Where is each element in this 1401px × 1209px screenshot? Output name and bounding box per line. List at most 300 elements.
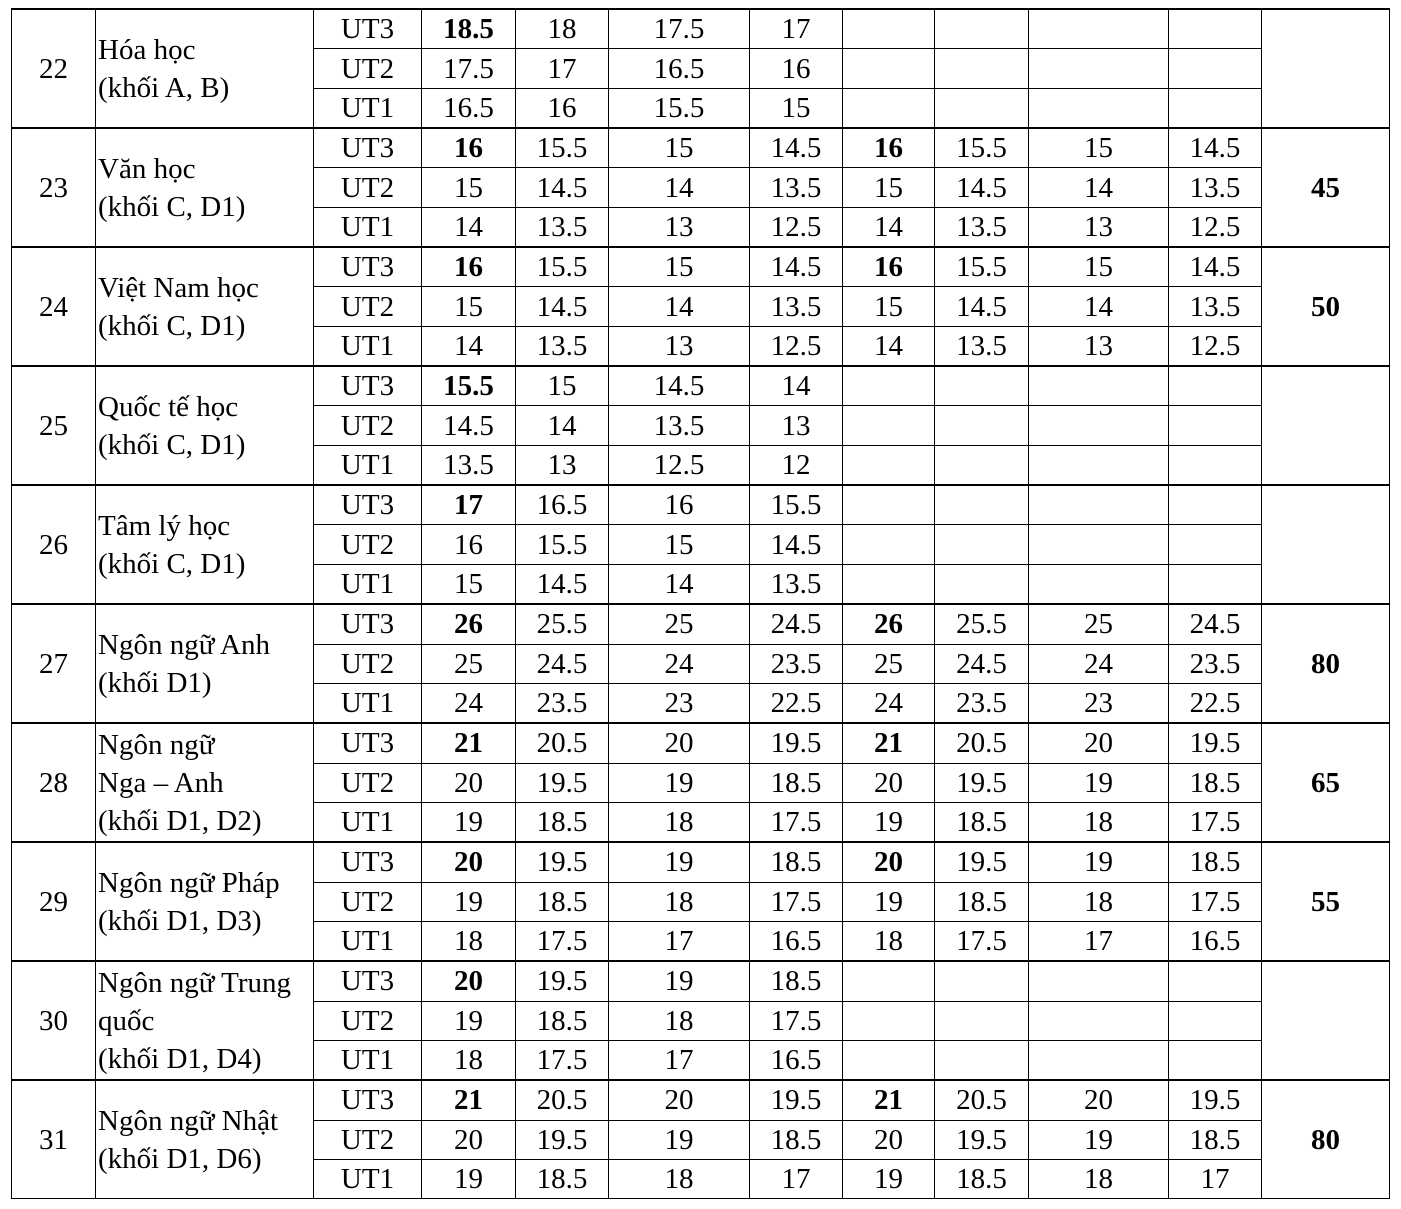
score-cell: 19 bbox=[1029, 763, 1169, 802]
score-cell: 18.5 bbox=[935, 1159, 1029, 1198]
score-cell: 12.5 bbox=[1169, 207, 1262, 247]
priority-level: UT3 bbox=[314, 604, 422, 644]
score-cell: 14.5 bbox=[935, 168, 1029, 207]
score-cell: 15 bbox=[609, 247, 750, 287]
score-cell: 12.5 bbox=[750, 326, 843, 366]
score-cell bbox=[935, 564, 1029, 604]
score-cell bbox=[843, 445, 935, 485]
score-cell: 18.5 bbox=[516, 1159, 609, 1198]
score-cell: 16 bbox=[422, 525, 516, 564]
quota-cell: 45 bbox=[1262, 128, 1390, 247]
major-name-line: Ngôn ngữ bbox=[98, 728, 215, 761]
score-cell bbox=[1169, 961, 1262, 1001]
quota-cell: 65 bbox=[1262, 723, 1390, 842]
major-name-line: Văn học bbox=[98, 152, 196, 185]
priority-level: UT2 bbox=[314, 1120, 422, 1159]
score-cell bbox=[1169, 564, 1262, 604]
priority-level: UT1 bbox=[314, 207, 422, 247]
row-number: 22 bbox=[12, 9, 96, 128]
priority-level: UT3 bbox=[314, 485, 422, 525]
score-cell: 19.5 bbox=[935, 842, 1029, 882]
score-cell: 19 bbox=[422, 802, 516, 842]
score-cell bbox=[1029, 9, 1169, 49]
score-cell: 19 bbox=[609, 763, 750, 802]
score-cell: 13 bbox=[1029, 326, 1169, 366]
score-cell: 14 bbox=[422, 326, 516, 366]
score-cell: 18 bbox=[609, 1001, 750, 1040]
score-cell: 14.5 bbox=[422, 406, 516, 445]
score-cell: 17.5 bbox=[750, 882, 843, 921]
score-cell: 24.5 bbox=[935, 644, 1029, 683]
score-cell: 15 bbox=[422, 168, 516, 207]
priority-level: UT3 bbox=[314, 842, 422, 882]
table-row bbox=[12, 247, 1390, 287]
score-cell: 14.5 bbox=[516, 564, 609, 604]
score-cell: 20 bbox=[843, 1120, 935, 1159]
score-cell: 14 bbox=[609, 564, 750, 604]
score-cell: 14 bbox=[750, 366, 843, 406]
major-name-line: Ngôn ngữ Pháp bbox=[98, 866, 280, 899]
score-cell: 19.5 bbox=[516, 961, 609, 1001]
score-cell bbox=[843, 1040, 935, 1080]
score-cell: 21 bbox=[422, 723, 516, 763]
score-cell: 14.5 bbox=[935, 287, 1029, 326]
priority-level: UT3 bbox=[314, 9, 422, 49]
score-cell: 21 bbox=[843, 1080, 935, 1120]
major-name bbox=[96, 604, 314, 723]
table-row bbox=[12, 723, 1390, 763]
score-cell bbox=[935, 1040, 1029, 1080]
score-cell: 17 bbox=[516, 49, 609, 88]
score-cell: 18 bbox=[1029, 882, 1169, 921]
score-cell: 19 bbox=[422, 882, 516, 921]
major-name-line: (khối D1) bbox=[98, 666, 212, 699]
score-cell: 25 bbox=[843, 644, 935, 683]
score-cell: 17 bbox=[1169, 1159, 1262, 1198]
major-name bbox=[96, 1080, 314, 1199]
score-cell: 15.5 bbox=[935, 247, 1029, 287]
score-cell: 13 bbox=[1029, 207, 1169, 247]
score-cell: 20.5 bbox=[935, 1080, 1029, 1120]
major-name-line: Ngôn ngữ Trung bbox=[98, 966, 291, 999]
major-name bbox=[96, 485, 314, 604]
score-cell: 18 bbox=[609, 1159, 750, 1198]
score-cell: 17 bbox=[609, 1040, 750, 1080]
score-cell: 23.5 bbox=[516, 683, 609, 723]
row-number: 26 bbox=[12, 485, 96, 604]
score-cell: 20.5 bbox=[516, 1080, 609, 1120]
major-name-line: Việt Nam học bbox=[98, 271, 259, 304]
score-cell: 22.5 bbox=[1169, 683, 1262, 723]
score-cell: 16.5 bbox=[422, 88, 516, 128]
priority-level: UT1 bbox=[314, 1159, 422, 1198]
table-body bbox=[12, 9, 1390, 1199]
score-cell: 13.5 bbox=[1169, 287, 1262, 326]
score-cell: 14 bbox=[609, 168, 750, 207]
row-number: 24 bbox=[12, 247, 96, 366]
score-cell: 13.5 bbox=[1169, 168, 1262, 207]
score-cell: 17.5 bbox=[1169, 882, 1262, 921]
score-cell: 16 bbox=[422, 247, 516, 287]
score-cell: 13.5 bbox=[516, 326, 609, 366]
score-cell bbox=[935, 406, 1029, 445]
score-cell: 14.5 bbox=[750, 128, 843, 168]
score-cell: 12.5 bbox=[1169, 326, 1262, 366]
score-cell: 14.5 bbox=[1169, 247, 1262, 287]
score-cell: 16.5 bbox=[750, 921, 843, 961]
score-cell: 14 bbox=[1029, 168, 1169, 207]
score-cell: 18.5 bbox=[750, 763, 843, 802]
table-row bbox=[12, 485, 1390, 525]
score-cell: 18.5 bbox=[1169, 763, 1262, 802]
score-cell: 21 bbox=[422, 1080, 516, 1120]
score-cell: 18.5 bbox=[935, 882, 1029, 921]
score-cell: 19 bbox=[1029, 842, 1169, 882]
score-cell bbox=[1029, 406, 1169, 445]
score-cell: 20 bbox=[422, 763, 516, 802]
score-cell: 14.5 bbox=[1169, 128, 1262, 168]
major-name-line: Ngôn ngữ Anh bbox=[98, 628, 271, 661]
score-cell: 14 bbox=[1029, 287, 1169, 326]
score-cell: 26 bbox=[422, 604, 516, 644]
score-cell: 15 bbox=[843, 287, 935, 326]
major-name-line: (khối D1, D3) bbox=[98, 904, 262, 937]
score-cell bbox=[1169, 1001, 1262, 1040]
score-cell bbox=[935, 88, 1029, 128]
score-cell: 16 bbox=[843, 128, 935, 168]
score-cell: 15.5 bbox=[750, 485, 843, 525]
table-row bbox=[12, 9, 1390, 49]
priority-level: UT3 bbox=[314, 128, 422, 168]
score-cell bbox=[1029, 485, 1169, 525]
score-cell: 20 bbox=[843, 842, 935, 882]
score-cell: 14 bbox=[609, 287, 750, 326]
score-cell: 18.5 bbox=[516, 802, 609, 842]
score-cell: 15 bbox=[1029, 247, 1169, 287]
score-cell: 14.5 bbox=[750, 525, 843, 564]
major-name bbox=[96, 723, 314, 842]
major-name-line: Nga – Anh bbox=[98, 766, 224, 799]
score-cell: 19 bbox=[1029, 1120, 1169, 1159]
row-number: 30 bbox=[12, 961, 96, 1080]
score-cell: 13.5 bbox=[750, 168, 843, 207]
score-cell: 18 bbox=[843, 921, 935, 961]
score-cell: 14 bbox=[843, 207, 935, 247]
score-cell: 15.5 bbox=[516, 247, 609, 287]
score-cell: 14.5 bbox=[516, 287, 609, 326]
score-cell: 24 bbox=[843, 683, 935, 723]
row-number: 23 bbox=[12, 128, 96, 247]
score-cell: 12.5 bbox=[750, 207, 843, 247]
score-cell: 14.5 bbox=[516, 168, 609, 207]
priority-level: UT3 bbox=[314, 723, 422, 763]
score-cell: 16 bbox=[750, 49, 843, 88]
score-cell: 16 bbox=[422, 128, 516, 168]
priority-level: UT2 bbox=[314, 406, 422, 445]
score-cell: 25.5 bbox=[935, 604, 1029, 644]
score-cell bbox=[1029, 961, 1169, 1001]
score-cell bbox=[935, 485, 1029, 525]
score-cell: 16 bbox=[609, 485, 750, 525]
score-cell: 23.5 bbox=[1169, 644, 1262, 683]
score-cell: 13.5 bbox=[516, 207, 609, 247]
score-cell: 13 bbox=[609, 326, 750, 366]
score-cell: 19.5 bbox=[935, 1120, 1029, 1159]
major-name-line: Tâm lý học bbox=[98, 509, 231, 542]
score-cell: 14.5 bbox=[609, 366, 750, 406]
score-cell: 18.5 bbox=[422, 9, 516, 49]
score-cell: 13.5 bbox=[750, 287, 843, 326]
score-cell bbox=[843, 1001, 935, 1040]
score-cell: 20.5 bbox=[935, 723, 1029, 763]
score-cell: 17 bbox=[422, 485, 516, 525]
score-cell bbox=[935, 1001, 1029, 1040]
score-cell: 18.5 bbox=[750, 842, 843, 882]
score-cell bbox=[1169, 1040, 1262, 1080]
score-cell: 12.5 bbox=[609, 445, 750, 485]
score-cell: 20 bbox=[1029, 1080, 1169, 1120]
priority-level: UT2 bbox=[314, 525, 422, 564]
score-cell bbox=[1029, 1040, 1169, 1080]
priority-level: UT1 bbox=[314, 1040, 422, 1080]
score-cell: 13 bbox=[516, 445, 609, 485]
score-cell: 13 bbox=[750, 406, 843, 445]
row-number: 25 bbox=[12, 366, 96, 485]
priority-level: UT2 bbox=[314, 287, 422, 326]
score-cell: 16.5 bbox=[1169, 921, 1262, 961]
score-cell: 18 bbox=[422, 921, 516, 961]
score-cell: 18.5 bbox=[1169, 842, 1262, 882]
score-cell bbox=[935, 525, 1029, 564]
major-name bbox=[96, 366, 314, 485]
priority-level: UT2 bbox=[314, 882, 422, 921]
score-cell: 24 bbox=[1029, 644, 1169, 683]
priority-level: UT3 bbox=[314, 1080, 422, 1120]
score-cell bbox=[843, 406, 935, 445]
major-name bbox=[96, 247, 314, 366]
score-cell: 24 bbox=[422, 683, 516, 723]
score-cell: 24.5 bbox=[1169, 604, 1262, 644]
priority-level: UT3 bbox=[314, 247, 422, 287]
score-cell: 19 bbox=[609, 961, 750, 1001]
score-cell bbox=[935, 445, 1029, 485]
score-cell: 15 bbox=[750, 88, 843, 128]
score-cell: 17 bbox=[609, 921, 750, 961]
score-cell bbox=[1169, 445, 1262, 485]
score-cell: 17.5 bbox=[422, 49, 516, 88]
major-name-line: (khối D1, D6) bbox=[98, 1142, 262, 1175]
table-row bbox=[12, 1080, 1390, 1120]
priority-level: UT1 bbox=[314, 326, 422, 366]
score-cell bbox=[935, 366, 1029, 406]
score-cell bbox=[1169, 366, 1262, 406]
score-cell bbox=[1029, 1001, 1169, 1040]
score-cell: 18 bbox=[422, 1040, 516, 1080]
major-name-line: quốc bbox=[98, 1004, 155, 1037]
major-name-line: (khối D1, D4) bbox=[98, 1042, 262, 1075]
score-cell: 16.5 bbox=[750, 1040, 843, 1080]
score-cell: 19 bbox=[843, 802, 935, 842]
admission-scores-table bbox=[11, 8, 1390, 1199]
table-row bbox=[12, 842, 1390, 882]
major-name bbox=[96, 961, 314, 1080]
major-name-line: Ngôn ngữ Nhật bbox=[98, 1104, 279, 1137]
score-cell: 13.5 bbox=[935, 326, 1029, 366]
score-cell: 19.5 bbox=[516, 842, 609, 882]
score-cell: 15.5 bbox=[422, 366, 516, 406]
score-cell: 19 bbox=[422, 1001, 516, 1040]
major-name-line: (khối C, D1) bbox=[98, 428, 246, 461]
score-cell: 14 bbox=[516, 406, 609, 445]
major-name-line: (khối C, D1) bbox=[98, 190, 246, 223]
quota-cell bbox=[1262, 9, 1390, 128]
score-cell: 20 bbox=[609, 1080, 750, 1120]
score-cell: 18.5 bbox=[516, 1001, 609, 1040]
score-cell: 17.5 bbox=[1169, 802, 1262, 842]
row-number: 31 bbox=[12, 1080, 96, 1199]
score-cell: 16 bbox=[516, 88, 609, 128]
score-cell: 13.5 bbox=[750, 564, 843, 604]
quota-cell: 50 bbox=[1262, 247, 1390, 366]
score-cell: 15 bbox=[609, 525, 750, 564]
score-cell: 19 bbox=[422, 1159, 516, 1198]
score-cell bbox=[1029, 525, 1169, 564]
score-cell: 18 bbox=[609, 802, 750, 842]
score-cell: 17.5 bbox=[750, 802, 843, 842]
priority-level: UT1 bbox=[314, 445, 422, 485]
score-cell bbox=[843, 485, 935, 525]
priority-level: UT1 bbox=[314, 564, 422, 604]
score-cell bbox=[935, 9, 1029, 49]
priority-level: UT2 bbox=[314, 168, 422, 207]
score-cell bbox=[843, 88, 935, 128]
score-cell bbox=[843, 366, 935, 406]
score-cell: 12 bbox=[750, 445, 843, 485]
score-cell: 24.5 bbox=[750, 604, 843, 644]
score-cell: 19.5 bbox=[1169, 1080, 1262, 1120]
score-cell: 15 bbox=[609, 128, 750, 168]
score-cell: 16.5 bbox=[516, 485, 609, 525]
table-row bbox=[12, 961, 1390, 1001]
score-cell: 23 bbox=[609, 683, 750, 723]
score-cell: 20 bbox=[422, 961, 516, 1001]
score-cell: 19 bbox=[843, 882, 935, 921]
major-name-line: (khối A, B) bbox=[98, 71, 230, 104]
score-cell: 15.5 bbox=[609, 88, 750, 128]
score-cell: 22.5 bbox=[750, 683, 843, 723]
row-number: 28 bbox=[12, 723, 96, 842]
score-cell: 23 bbox=[1029, 683, 1169, 723]
quota-cell: 80 bbox=[1262, 1080, 1390, 1199]
score-cell bbox=[1029, 366, 1169, 406]
score-cell bbox=[1169, 88, 1262, 128]
score-cell: 13 bbox=[609, 207, 750, 247]
priority-level: UT2 bbox=[314, 49, 422, 88]
quota-cell: 55 bbox=[1262, 842, 1390, 961]
major-name-line: (khối C, D1) bbox=[98, 309, 246, 342]
major-name bbox=[96, 9, 314, 128]
score-cell: 14.5 bbox=[750, 247, 843, 287]
major-name-line: (khối C, D1) bbox=[98, 547, 246, 580]
score-cell: 15 bbox=[843, 168, 935, 207]
score-cell: 17.5 bbox=[516, 921, 609, 961]
score-cell: 21 bbox=[843, 723, 935, 763]
score-cell bbox=[1029, 445, 1169, 485]
score-cell: 20.5 bbox=[516, 723, 609, 763]
score-cell: 26 bbox=[843, 604, 935, 644]
score-cell: 18.5 bbox=[516, 882, 609, 921]
major-name bbox=[96, 128, 314, 247]
score-cell bbox=[843, 9, 935, 49]
score-cell: 25 bbox=[1029, 604, 1169, 644]
major-name-line: (khối D1, D2) bbox=[98, 804, 262, 837]
score-cell: 18 bbox=[516, 9, 609, 49]
score-cell: 23.5 bbox=[750, 644, 843, 683]
score-cell: 14 bbox=[422, 207, 516, 247]
row-number: 27 bbox=[12, 604, 96, 723]
score-cell bbox=[1169, 9, 1262, 49]
score-cell: 15.5 bbox=[935, 128, 1029, 168]
score-cell bbox=[1169, 485, 1262, 525]
score-cell: 15 bbox=[422, 287, 516, 326]
score-cell: 18.5 bbox=[750, 1120, 843, 1159]
quota-cell bbox=[1262, 485, 1390, 604]
table-row bbox=[12, 604, 1390, 644]
score-cell: 13.5 bbox=[935, 207, 1029, 247]
score-cell: 18 bbox=[1029, 802, 1169, 842]
major-name bbox=[96, 842, 314, 961]
score-cell: 19.5 bbox=[1169, 723, 1262, 763]
score-cell: 24 bbox=[609, 644, 750, 683]
priority-level: UT2 bbox=[314, 763, 422, 802]
quota-cell bbox=[1262, 961, 1390, 1080]
score-cell: 25.5 bbox=[516, 604, 609, 644]
score-cell bbox=[843, 525, 935, 564]
table-row bbox=[12, 366, 1390, 406]
row-number: 29 bbox=[12, 842, 96, 961]
priority-level: UT1 bbox=[314, 921, 422, 961]
score-cell: 18.5 bbox=[935, 802, 1029, 842]
score-cell: 17.5 bbox=[516, 1040, 609, 1080]
score-cell: 20 bbox=[1029, 723, 1169, 763]
score-cell: 15 bbox=[422, 564, 516, 604]
priority-level: UT2 bbox=[314, 644, 422, 683]
score-cell: 15 bbox=[1029, 128, 1169, 168]
score-cell bbox=[935, 961, 1029, 1001]
priority-level: UT1 bbox=[314, 683, 422, 723]
score-cell: 17.5 bbox=[609, 9, 750, 49]
score-cell: 19 bbox=[609, 1120, 750, 1159]
major-name-line: Hóa học bbox=[98, 33, 196, 66]
score-cell: 18.5 bbox=[750, 961, 843, 1001]
quota-cell: 80 bbox=[1262, 604, 1390, 723]
major-name-line: Quốc tế học bbox=[98, 390, 239, 423]
score-cell bbox=[1169, 406, 1262, 445]
priority-level: UT3 bbox=[314, 961, 422, 1001]
score-cell: 17 bbox=[750, 9, 843, 49]
score-cell: 17 bbox=[750, 1159, 843, 1198]
table-row bbox=[12, 128, 1390, 168]
score-cell: 19.5 bbox=[516, 1120, 609, 1159]
score-cell bbox=[1029, 88, 1169, 128]
score-cell: 17.5 bbox=[750, 1001, 843, 1040]
priority-level: UT2 bbox=[314, 1001, 422, 1040]
score-cell: 18 bbox=[1029, 1159, 1169, 1198]
score-cell: 18 bbox=[609, 882, 750, 921]
score-cell bbox=[935, 49, 1029, 88]
score-cell: 19.5 bbox=[750, 1080, 843, 1120]
score-cell: 25 bbox=[422, 644, 516, 683]
